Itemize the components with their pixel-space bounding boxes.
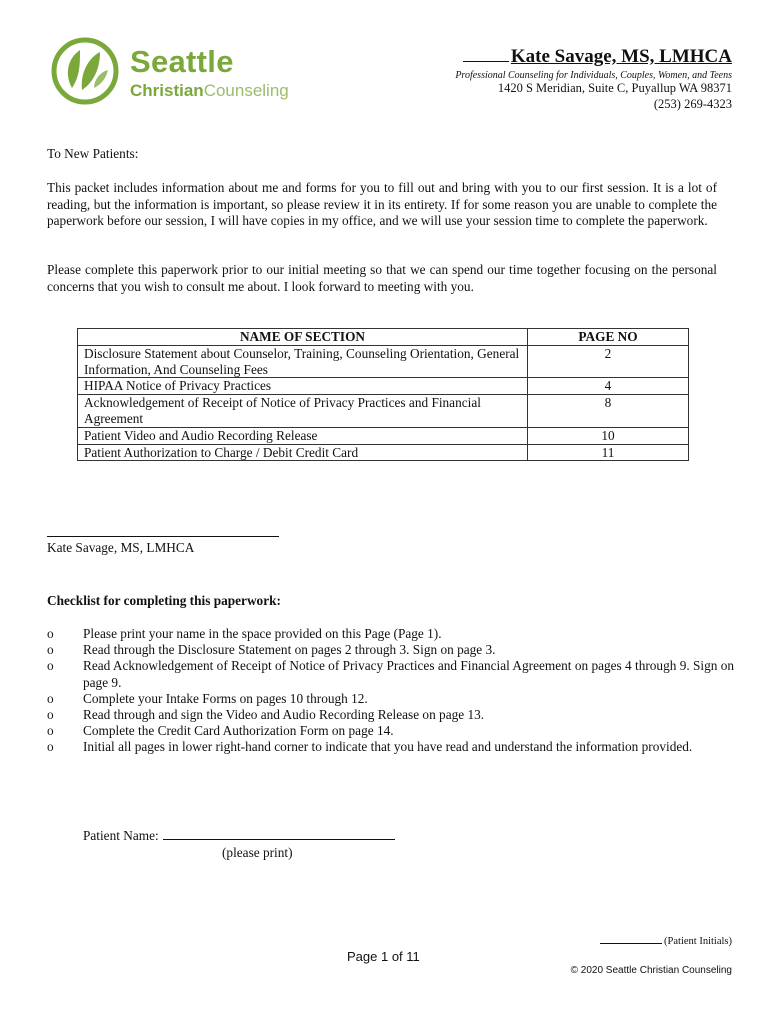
- checklist-title: Checklist for completing this paperwork:: [47, 593, 281, 608]
- table-header-page: PAGE NO: [528, 329, 689, 346]
- table-row: [78, 427, 689, 444]
- leaf-icon: [50, 36, 120, 106]
- patient-initials-field: [600, 934, 732, 947]
- table-row: [78, 395, 689, 428]
- logo-word-christian: Christian: [130, 81, 204, 100]
- section-name: Patient Video and Audio Recording Release: [78, 427, 528, 444]
- logo-word-counseling: Counseling: [203, 81, 289, 100]
- section-page: 11: [528, 444, 689, 461]
- checklist-item: [47, 707, 737, 723]
- checklist-item-text: Complete your Intake Forms on pages 10 through 12.: [83, 690, 368, 706]
- table-header-row: [78, 329, 689, 346]
- counselor-signature-line[interactable]: [47, 536, 279, 537]
- practice-phone: (253) 269-4323: [653, 97, 732, 111]
- checklist-item-text: Initial all pages in lower right-hand corner to indicate that you have read and understand the information provided.: [83, 739, 693, 755]
- patient-name-field: [83, 828, 395, 844]
- checklist: [47, 626, 737, 756]
- patient-initials-label: (Patient Initials): [664, 936, 732, 947]
- section-name: Acknowledgement of Receipt of Notice of Privacy Practices and Financial Agreement: [78, 395, 528, 428]
- checklist-bullet: o: [47, 739, 54, 755]
- checklist-bullet: o: [47, 658, 54, 674]
- checklist-bullet: o: [47, 642, 54, 658]
- logo-word-seattle: Seattle: [130, 44, 234, 79]
- checklist-item-text: Read through the Disclosure Statement on pages 2 through 3. Sign on page 3.: [83, 642, 496, 658]
- checklist-item-text: Complete the Credit Card Authorization Form on page 14.: [83, 723, 394, 739]
- checklist-item: [47, 626, 737, 642]
- checklist-bullet: o: [47, 690, 54, 706]
- section-page: 8: [528, 395, 689, 428]
- salutation: To New Patients:: [47, 146, 139, 161]
- checklist-item: [47, 723, 737, 739]
- table-row: [78, 345, 689, 378]
- checklist-bullet: o: [47, 723, 54, 739]
- counselor-name: Kate Savage, MS, LMHCA: [510, 46, 732, 67]
- patient-name-label: Patient Name:: [83, 828, 159, 843]
- section-name: Patient Authorization to Charge / Debit Credit Card: [78, 444, 528, 461]
- copyright-notice: © 2020 Seattle Christian Counseling: [570, 965, 732, 976]
- table-header-section: NAME OF SECTION: [78, 329, 528, 346]
- checklist-item: [47, 691, 737, 707]
- section-page: 10: [528, 427, 689, 444]
- table-row: [78, 444, 689, 461]
- practice-address: 1420 S Meridian, Suite C, Puyallup WA 98371: [497, 81, 732, 95]
- seattle-christian-counseling-logo: [50, 36, 325, 106]
- please-print-note: (please print): [222, 845, 293, 860]
- logo-word-christian-counseling: [130, 81, 289, 101]
- checklist-item-text: Read Acknowledgement of Receipt of Notice of Privacy Practices and Financial Agreement on pages 4 through 9. Sign on page 9.: [83, 658, 735, 690]
- checklist-item: [47, 739, 737, 755]
- checklist-item: [47, 642, 737, 658]
- checklist-item: [47, 658, 737, 690]
- checklist-bullet: o: [47, 707, 54, 723]
- section-page: 4: [528, 378, 689, 395]
- instructions-paragraph: Please complete this paperwork prior to our initial meeting so that we can spend our time together focusing on the personal concerns that you wish to consult me about. I look forward to meeting with you.: [47, 262, 717, 294]
- sections-table: [77, 328, 689, 461]
- table-row: [78, 378, 689, 395]
- name-underline: [463, 47, 509, 62]
- checklist-bullet: o: [47, 626, 54, 641]
- practice-tagline: Professional Counseling for Individuals, Couples, Women, and Teens: [455, 70, 732, 81]
- section-name: HIPAA Notice of Privacy Practices: [78, 378, 528, 395]
- page-number: Page 1 of 11: [347, 949, 420, 964]
- checklist-item-text: Please print your name in the space provided on this Page (Page 1).: [83, 626, 442, 641]
- checklist-item-text: Read through and sign the Video and Audio Recording Release on page 13.: [83, 707, 485, 723]
- section-page: 2: [528, 345, 689, 378]
- intro-paragraph: This packet includes information about me and forms for you to fill out and bring with you to our first session. It is a lot of reading, but the information is important, so please review it in its entirety. If for some reason you are unable to complete the paperwork before our session, I will have copies in my office, and we will use your session time to complete the paperwork.: [47, 180, 717, 228]
- section-name: Disclosure Statement about Counselor, Training, Counseling Orientation, General Information, And Counseling Fees: [78, 345, 528, 378]
- patient-initials-input[interactable]: [600, 934, 662, 944]
- counselor-name-heading: [463, 46, 732, 68]
- patient-name-input[interactable]: [163, 829, 395, 840]
- counselor-signature-name: Kate Savage, MS, LMHCA: [47, 540, 195, 555]
